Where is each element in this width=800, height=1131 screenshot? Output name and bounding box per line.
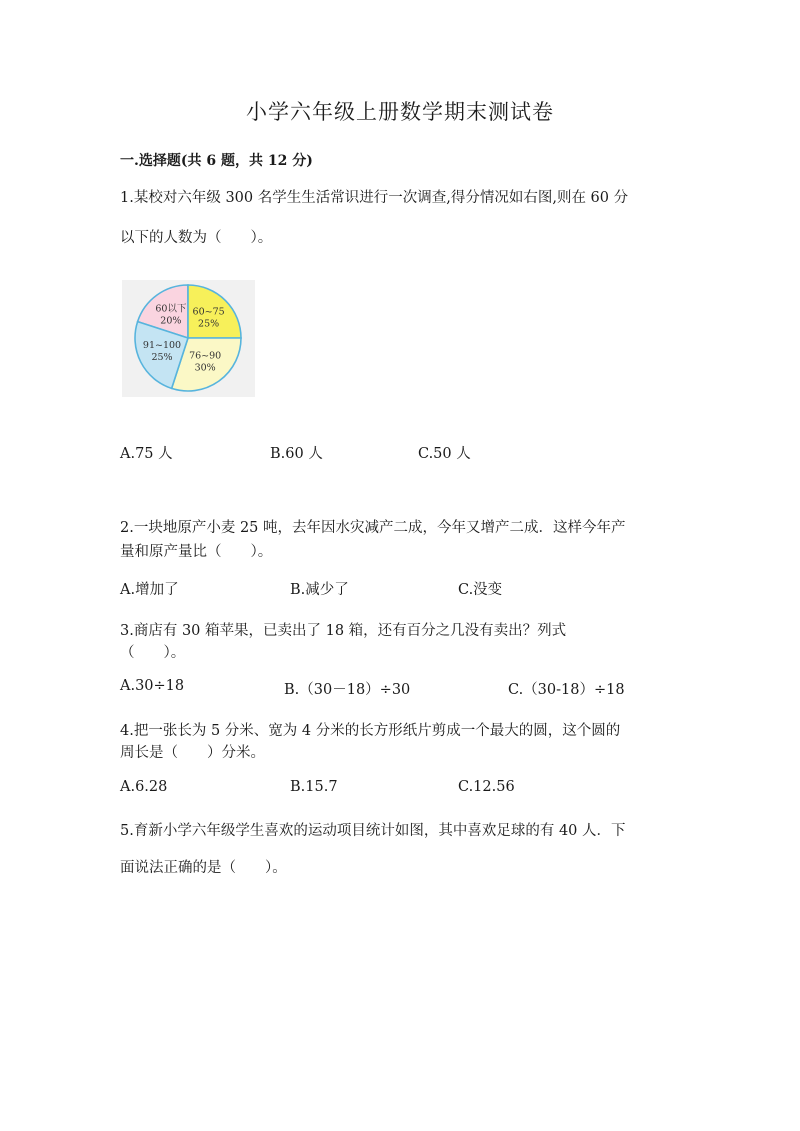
section-heading: 一.选择题(共 6 题，共 12 分) [120,153,313,169]
question-5 [120,819,685,877]
pie-slice-percent-2: 30% [194,362,216,374]
page-title: 小学六年级上册数学期末测试卷 [246,100,554,124]
question-4-line-1: 4.把一张长为 5 分米、宽为 4 分米的长方形纸片剪成一个最大的圆，这个圆的 [120,723,621,739]
question-1-line-2: 以下的人数为（ ）。 [120,230,273,246]
question-3-line-1: 3.商店有 30 箱苹果，已卖出了 18 箱，还有百分之几没有卖出？列式 [120,623,567,639]
question-3 [120,619,685,662]
pie-svg [122,280,255,397]
question-1-option-c[interactable]: C.50 人 [418,446,471,462]
pie-slice-percent-0: 20% [160,315,182,327]
question-2 [120,516,685,561]
question-4-option-c[interactable]: C.12.56 [458,779,515,795]
question-1-line-1: 1.某校对六年级 300 名学生生活常识进行一次调查,得分情况如右图,则在 60 分 [120,190,629,206]
pie-slice-percent-1: 25% [198,318,220,330]
question-5-line-1: 5.育新小学六年级学生喜欢的运动项目统计如图，其中喜欢足球的有 40 人．下 [120,823,626,839]
question-4-line-2: 周长是（ ）分米。 [120,745,265,761]
question-2-option-a[interactable]: A.增加了 [120,582,179,598]
question-2-line-2: 量和原产量比（ ）。 [120,544,273,560]
question-3-option-a[interactable]: A.30÷18 [120,678,185,694]
pie-slice-percent-3: 25% [151,352,173,364]
question-3-option-c[interactable]: C.（30-18）÷18 [508,682,625,698]
question-2-option-b[interactable]: B.减少了 [290,582,349,598]
question-5-line-2: 面说法正确的是（ ）。 [120,860,287,876]
question-1 [120,186,685,247]
question-3-line-2: （ ）。 [120,645,186,661]
question-4 [120,719,685,762]
question-4-option-b[interactable]: B.15.7 [290,779,338,795]
pie-slice-label-1: 60~75 [192,306,225,318]
question-2-line-1: 2.一块地原产小麦 25 吨，去年因水灾减产二成，今年又增产二成．这样今年产 [120,520,626,536]
pie-slice-label-2: 76~90 [189,350,222,362]
score-pie-chart [122,280,255,397]
question-3-option-b[interactable]: B.（30－18）÷30 [284,682,411,698]
question-2-option-c[interactable]: C.没变 [458,582,503,598]
question-4-option-a[interactable]: A.6.28 [120,779,168,795]
question-1-option-b[interactable]: B.60 人 [270,446,323,462]
pie-slice-label-3: 91~100 [142,340,182,352]
question-1-option-a[interactable]: A.75 人 [120,446,173,462]
pie-slice-label-0: 60以下 [155,303,187,315]
